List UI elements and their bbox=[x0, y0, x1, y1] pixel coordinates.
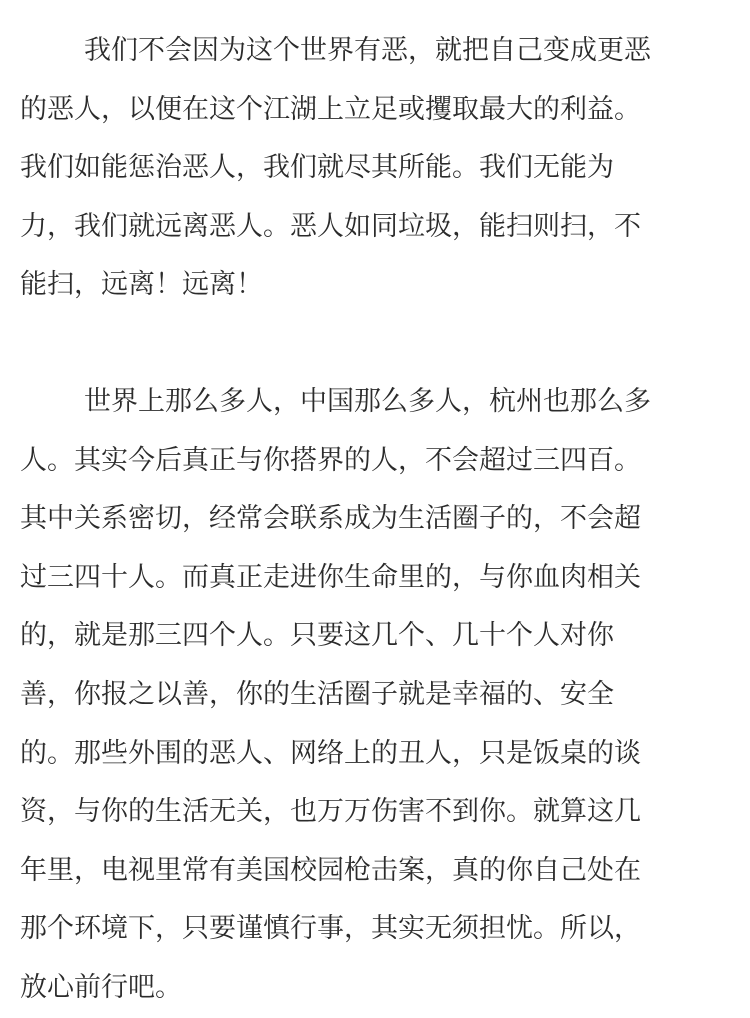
paragraph-line: 资，与你的生活无关，也万万伤害不到你。就算这几 bbox=[20, 796, 641, 828]
paragraph-line: 的，就是那三四个人。只要这几个、几十个人对你 bbox=[20, 620, 614, 652]
paragraph-line: 放心前行吧。 bbox=[20, 971, 182, 1003]
paragraph-line: 其中关系密切，经常会联系成为生活圈子的，不会超 bbox=[20, 503, 641, 535]
paragraph-line: 的恶人，以便在这个江湖上立足或攫取最大的利益。 bbox=[20, 93, 641, 125]
article-body bbox=[20, 22, 720, 1018]
paragraph-line: 能扫，远离！远离！ bbox=[20, 269, 263, 301]
paragraph-1 bbox=[20, 22, 720, 315]
paragraph-line: 人。其实今后真正与你搭界的人，不会超过三四百。 bbox=[20, 444, 641, 476]
paragraph-line: 我们不会因为这个世界有恶，就把自己变成更恶 bbox=[84, 35, 651, 66]
paragraph-2 bbox=[20, 373, 720, 1018]
paragraph-line: 力，我们就远离恶人。恶人如同垃圾，能扫则扫，不 bbox=[20, 210, 641, 242]
paragraph-line: 我们如能惩治恶人，我们就尽其所能。我们无能为 bbox=[20, 152, 614, 184]
paragraph-line: 的。那些外围的恶人、网络上的丑人，只是饭桌的谈 bbox=[20, 737, 641, 769]
paragraph-spacer bbox=[20, 315, 720, 373]
paragraph-line: 那个环境下，只要谨慎行事，其实无须担忧。所以， bbox=[20, 913, 641, 945]
paragraph-line: 世界上那么多人，中国那么多人，杭州也那么多 bbox=[84, 385, 651, 417]
paragraph-line: 善，你报之以善，你的生活圈子就是幸福的、安全 bbox=[20, 678, 614, 710]
paragraph-line: 过三四十人。而真正走进你生命里的，与你血肉相关 bbox=[20, 561, 641, 593]
paragraph-line: 年里，电视里常有美国校园枪击案，真的你自己处在 bbox=[20, 854, 641, 886]
